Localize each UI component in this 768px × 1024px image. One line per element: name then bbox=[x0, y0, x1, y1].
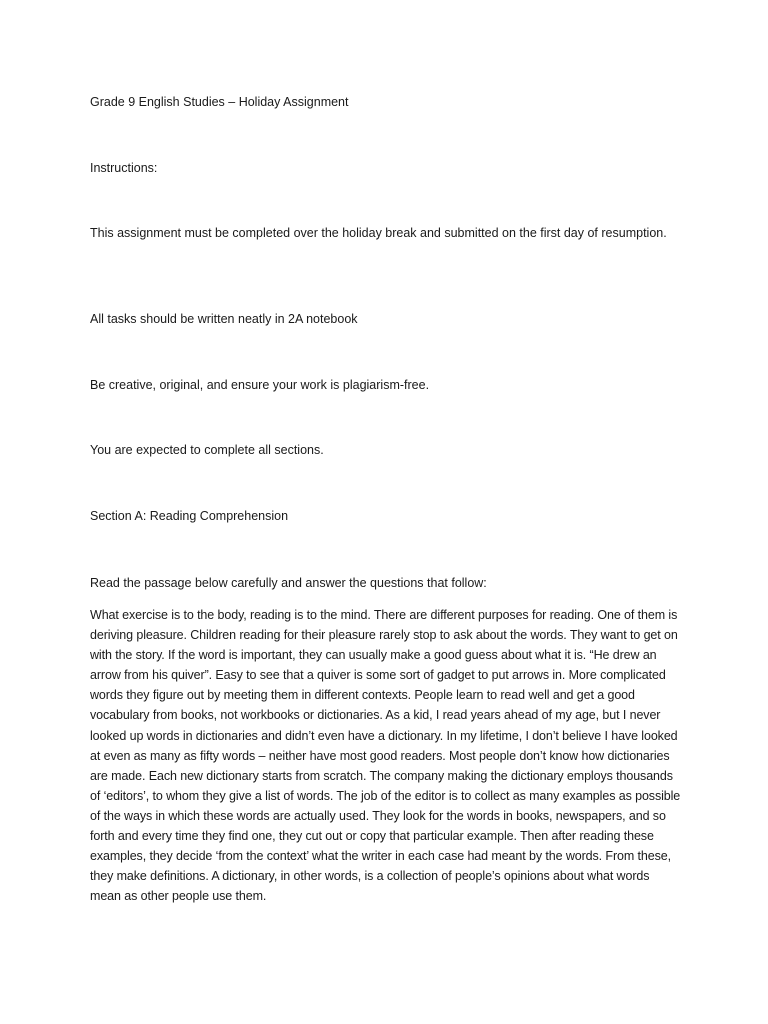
instruction-originality: Be creative, original, and ensure your work is plagiarism-free. bbox=[90, 378, 430, 392]
instruction-complete-all: You are expected to complete all sections. bbox=[90, 443, 324, 457]
passage-prompt: Read the passage below carefully and answer the questions that follow: bbox=[90, 576, 487, 590]
instruction-notebook: All tasks should be written neatly in 2A notebook bbox=[90, 312, 358, 326]
instruction-submission: This assignment must be completed over the holiday break and submitted on the first day of resumption. bbox=[90, 226, 667, 240]
section-a-heading: Section A: Reading Comprehension bbox=[90, 509, 289, 523]
comprehension-passage: What exercise is to the body, reading is to the mind. There are different purposes for reading. One of them is deriving pleasure. Children reading for their pleasure rarely stop to ask about the words. They want to get on with the story. If the word is important, they can usually make a good guess about what it is. “He drew an arrow from his quiver”. Easy to see that a quiver is some sort of gadget to put arrows in. More complicated words they figure out by meeting them in different contexts. People learn to read well and get a good vocabulary from books, not workbooks or dictionaries. As a kid, I read years ahead of my age, but I never looked up words in dictionaries and didn’t even have a dictionary. In my lifetime, I don’t believe I have looked at even as many as fifty words – neither have most good readers. Most people don’t know how dictionaries are made. Each new dictionary starts from scratch. The company making the dictionary employs thousands of ‘editors’, to whom they give a list of words. The job of the editor is to collect as many examples as possible of the ways in which these words are actually used. They look for the words in books, newspapers, and so forth and every time they find one, they cut out or copy that particular example. Then after reading these examples, they decide ‘from the context’ what the writer in each case had meant by the words. From these, they make definitions. A dictionary, in other words, is a collection of people’s opinions about what words mean as other people use them. bbox=[90, 608, 681, 904]
document-title: Grade 9 English Studies – Holiday Assignment bbox=[90, 95, 349, 109]
instructions-heading: Instructions: bbox=[90, 161, 158, 175]
